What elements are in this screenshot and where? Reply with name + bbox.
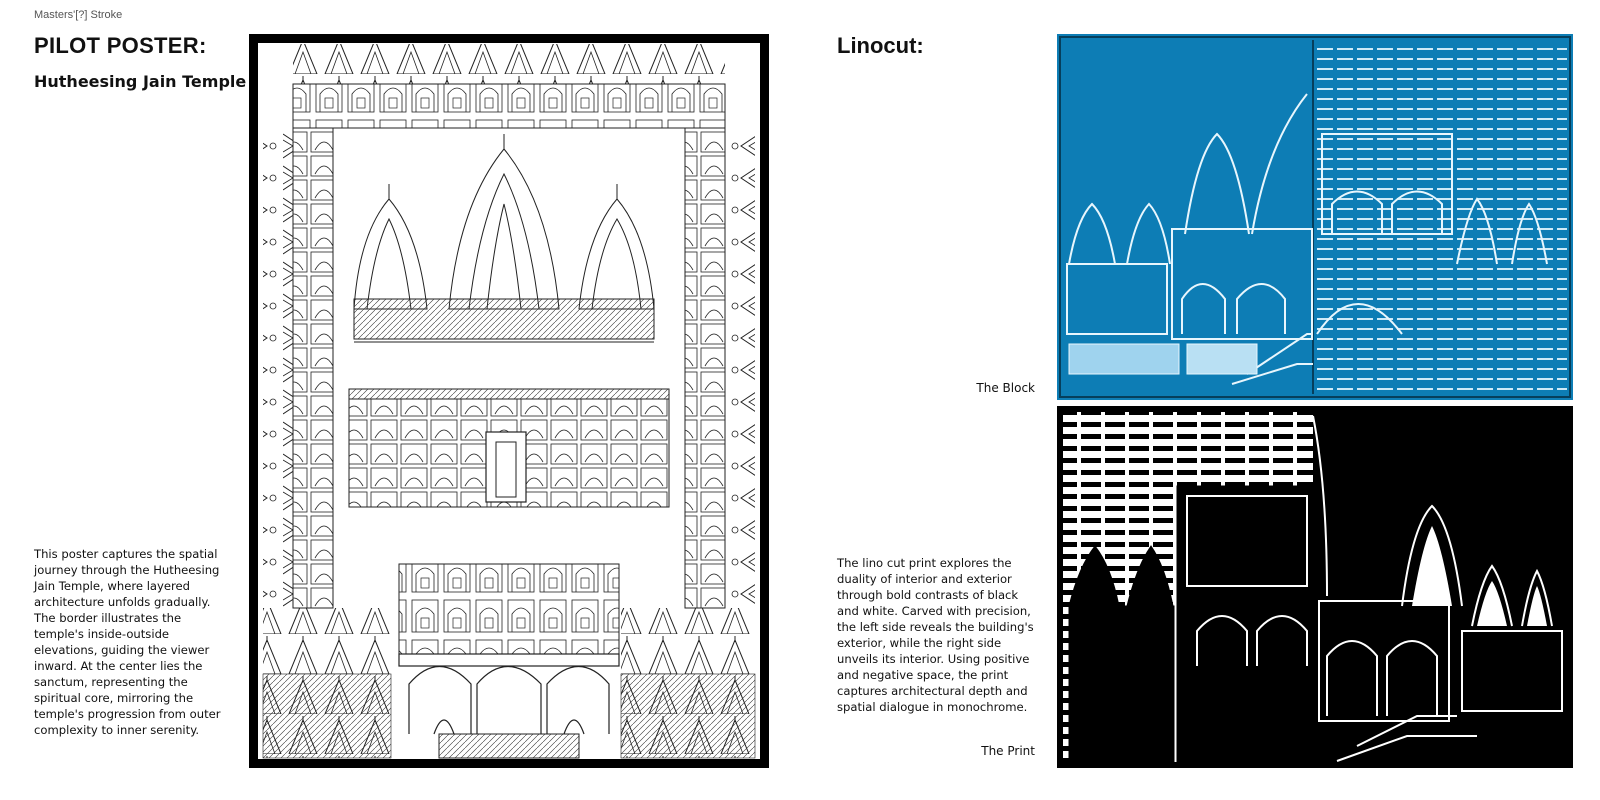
linocut-print-image [1057,406,1573,768]
linocut-block-image [1057,34,1573,400]
block-caption: The Block [976,381,1035,395]
linocut-title: Linocut: [837,33,924,58]
running-head: Masters'[?] Stroke [34,9,123,21]
poster-subtitle: Hutheesing Jain Temple [34,72,247,91]
print-caption: The Print [981,744,1035,758]
poster-title: PILOT POSTER: [34,33,207,58]
linocut-description: The lino cut print explores the duality of interior and exterior through bold contrasts of black and white. Carved with precision, the left side reveals the building's exterior, while the right side unveils its interior. Using positive and negative space, the print captures architectural depth and spatial dialogue in monochrome. [837,556,1034,714]
poster-description: This poster captures the spatial journey through the Hutheesing Jain Temple, where layered architecture unfolds gradually. The border illustrates the temple's inside-outside elevations, guiding the viewer inward. At the center lies the sanctum, representing the spiritual core, mirroring the temple's progression from outer complexity to inner serenity. [34,547,221,737]
temple-poster-image [249,34,769,768]
